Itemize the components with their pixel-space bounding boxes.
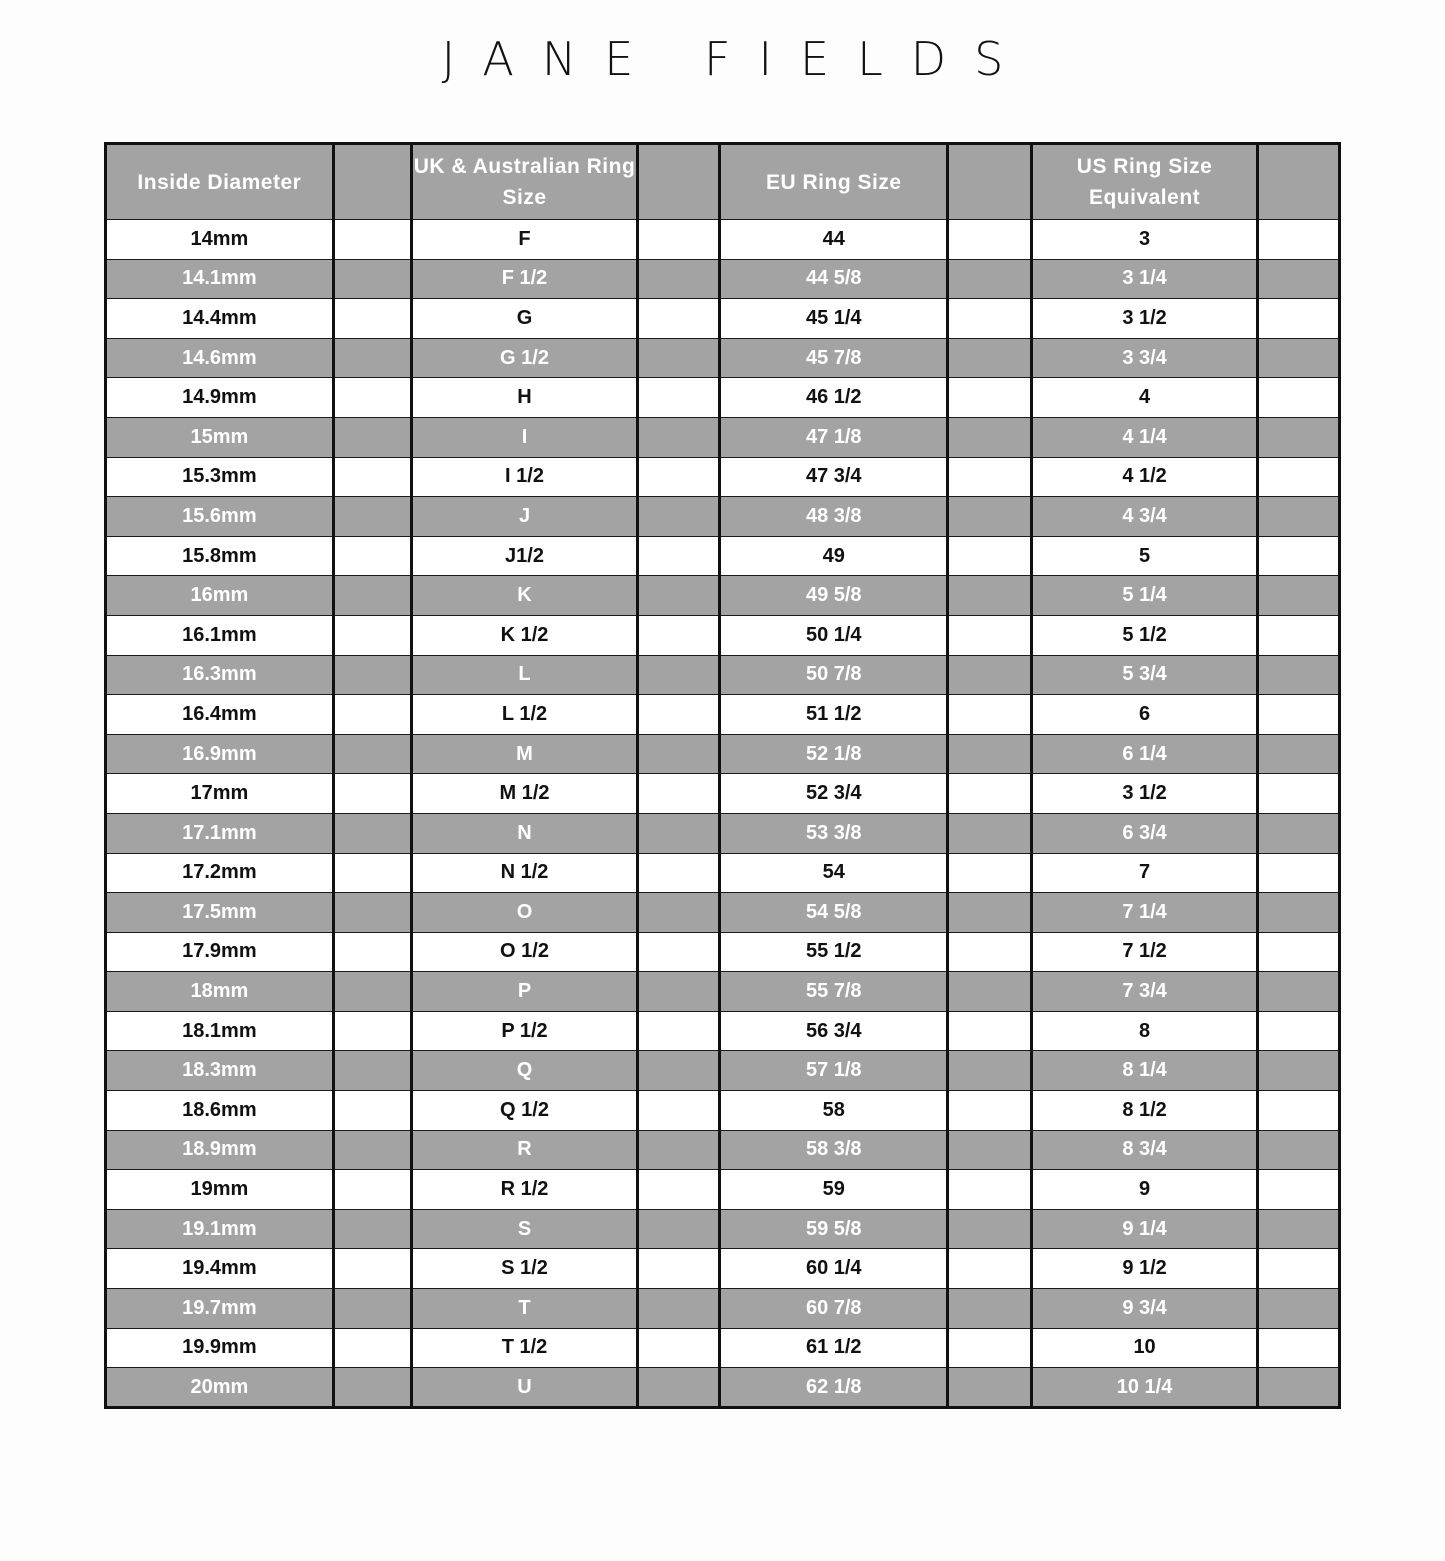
cell-blank [1257, 1130, 1339, 1170]
cell-eu-size: 55 1/2 [720, 932, 948, 972]
cell-eu-size: 52 3/4 [720, 774, 948, 814]
cell-us-size: 3 3/4 [1032, 338, 1258, 378]
cell-blank [948, 972, 1032, 1012]
cell-blank [1257, 220, 1339, 260]
cell-us-size: 8 1/4 [1032, 1051, 1258, 1091]
cell-eu-size: 50 7/8 [720, 655, 948, 695]
cell-eu-size: 44 [720, 220, 948, 260]
cell-blank [333, 932, 411, 972]
cell-eu-size: 58 [720, 1091, 948, 1131]
cell-blank [1257, 576, 1339, 616]
cell-blank [638, 853, 720, 893]
cell-blank [1257, 1091, 1339, 1131]
cell-blank [333, 774, 411, 814]
cell-blank [1257, 853, 1339, 893]
cell-uk-size: G [411, 299, 638, 339]
cell-blank [638, 457, 720, 497]
header-uk-size: UK & Australian Ring Size [411, 144, 638, 220]
cell-us-size: 5 [1032, 536, 1258, 576]
cell-blank [948, 1249, 1032, 1289]
cell-blank [638, 813, 720, 853]
cell-inside-diameter: 17.9mm [106, 932, 334, 972]
cell-blank [1257, 615, 1339, 655]
cell-inside-diameter: 17mm [106, 774, 334, 814]
cell-inside-diameter: 14.9mm [106, 378, 334, 418]
cell-uk-size: K [411, 576, 638, 616]
table-row [106, 1011, 1340, 1051]
cell-blank [638, 378, 720, 418]
cell-us-size: 3 1/2 [1032, 774, 1258, 814]
cell-blank [638, 220, 720, 260]
cell-us-size: 3 1/2 [1032, 299, 1258, 339]
cell-blank [1257, 1170, 1339, 1210]
cell-inside-diameter: 15.6mm [106, 497, 334, 537]
brand-title: JANE FIELDS [441, 32, 1032, 86]
cell-blank [1257, 378, 1339, 418]
cell-blank [1257, 299, 1339, 339]
cell-blank [1257, 497, 1339, 537]
cell-blank [948, 576, 1032, 616]
cell-blank [638, 695, 720, 735]
cell-eu-size: 54 [720, 853, 948, 893]
cell-us-size: 3 1/4 [1032, 259, 1258, 299]
cell-us-size: 6 [1032, 695, 1258, 735]
table-header-row [106, 144, 1340, 220]
table-row [106, 1170, 1340, 1210]
cell-blank [638, 576, 720, 616]
cell-inside-diameter: 15mm [106, 417, 334, 457]
cell-blank [333, 972, 411, 1012]
cell-blank [948, 655, 1032, 695]
table-row [106, 1328, 1340, 1368]
cell-blank [638, 417, 720, 457]
cell-uk-size: P [411, 972, 638, 1012]
cell-blank [948, 932, 1032, 972]
cell-inside-diameter: 14.4mm [106, 299, 334, 339]
cell-us-size: 5 1/2 [1032, 615, 1258, 655]
cell-blank [1257, 932, 1339, 972]
table-row [106, 1051, 1340, 1091]
cell-blank [333, 457, 411, 497]
table-row [106, 813, 1340, 853]
cell-eu-size: 62 1/8 [720, 1368, 948, 1408]
ring-size-table [104, 142, 1341, 1409]
table-row [106, 457, 1340, 497]
cell-blank [948, 1209, 1032, 1249]
cell-us-size: 4 3/4 [1032, 497, 1258, 537]
cell-blank [948, 813, 1032, 853]
cell-blank [638, 536, 720, 576]
cell-eu-size: 46 1/2 [720, 378, 948, 418]
cell-blank [948, 1289, 1032, 1329]
table-row [106, 1091, 1340, 1131]
cell-eu-size: 44 5/8 [720, 259, 948, 299]
cell-inside-diameter: 14.1mm [106, 259, 334, 299]
table-row [106, 774, 1340, 814]
cell-blank [948, 417, 1032, 457]
header-blank-cell [333, 144, 411, 220]
cell-uk-size: T 1/2 [411, 1328, 638, 1368]
cell-blank [948, 1011, 1032, 1051]
cell-inside-diameter: 20mm [106, 1368, 334, 1408]
cell-uk-size: Q 1/2 [411, 1091, 638, 1131]
cell-uk-size: N 1/2 [411, 853, 638, 893]
cell-us-size: 9 3/4 [1032, 1289, 1258, 1329]
cell-blank [638, 734, 720, 774]
cell-blank [333, 1209, 411, 1249]
cell-blank [1257, 536, 1339, 576]
cell-blank [948, 1091, 1032, 1131]
cell-us-size: 7 [1032, 853, 1258, 893]
cell-blank [333, 1130, 411, 1170]
cell-eu-size: 48 3/8 [720, 497, 948, 537]
cell-uk-size: U [411, 1368, 638, 1408]
cell-inside-diameter: 17.5mm [106, 893, 334, 933]
cell-eu-size: 49 [720, 536, 948, 576]
cell-blank [948, 893, 1032, 933]
cell-inside-diameter: 18.3mm [106, 1051, 334, 1091]
cell-blank [333, 338, 411, 378]
cell-blank [1257, 1209, 1339, 1249]
cell-blank [1257, 417, 1339, 457]
cell-uk-size: L 1/2 [411, 695, 638, 735]
table-row [106, 259, 1340, 299]
cell-uk-size: O [411, 893, 638, 933]
cell-blank [948, 1368, 1032, 1408]
cell-blank [333, 1289, 411, 1329]
cell-eu-size: 47 1/8 [720, 417, 948, 457]
cell-us-size: 3 [1032, 220, 1258, 260]
table-row [106, 1130, 1340, 1170]
header-blank-cell [1257, 144, 1339, 220]
cell-uk-size: J [411, 497, 638, 537]
cell-blank [948, 1051, 1032, 1091]
cell-blank [638, 299, 720, 339]
cell-blank [333, 1249, 411, 1289]
cell-eu-size: 56 3/4 [720, 1011, 948, 1051]
table-row [106, 417, 1340, 457]
cell-inside-diameter: 16.4mm [106, 695, 334, 735]
cell-us-size: 8 [1032, 1011, 1258, 1051]
table-row [106, 497, 1340, 537]
table-row [106, 655, 1340, 695]
cell-blank [1257, 1289, 1339, 1329]
cell-blank [638, 1130, 720, 1170]
cell-us-size: 9 1/4 [1032, 1209, 1258, 1249]
cell-blank [333, 417, 411, 457]
cell-blank [948, 1328, 1032, 1368]
cell-us-size: 6 1/4 [1032, 734, 1258, 774]
cell-eu-size: 57 1/8 [720, 1051, 948, 1091]
cell-inside-diameter: 19.9mm [106, 1328, 334, 1368]
cell-uk-size: S 1/2 [411, 1249, 638, 1289]
cell-inside-diameter: 18.1mm [106, 1011, 334, 1051]
cell-us-size: 4 [1032, 378, 1258, 418]
cell-uk-size: I [411, 417, 638, 457]
table-row [106, 615, 1340, 655]
cell-inside-diameter: 18mm [106, 972, 334, 1012]
cell-eu-size: 50 1/4 [720, 615, 948, 655]
cell-eu-size: 59 5/8 [720, 1209, 948, 1249]
cell-blank [333, 655, 411, 695]
cell-blank [1257, 338, 1339, 378]
cell-us-size: 10 1/4 [1032, 1368, 1258, 1408]
cell-blank [1257, 1051, 1339, 1091]
cell-eu-size: 51 1/2 [720, 695, 948, 735]
cell-eu-size: 61 1/2 [720, 1328, 948, 1368]
cell-blank [638, 1170, 720, 1210]
cell-uk-size: Q [411, 1051, 638, 1091]
table-row [106, 1209, 1340, 1249]
cell-blank [948, 378, 1032, 418]
cell-us-size: 7 3/4 [1032, 972, 1258, 1012]
cell-blank [333, 1051, 411, 1091]
cell-blank [333, 1170, 411, 1210]
cell-uk-size: G 1/2 [411, 338, 638, 378]
table-row [106, 853, 1340, 893]
cell-uk-size: I 1/2 [411, 457, 638, 497]
cell-blank [333, 1328, 411, 1368]
cell-blank [638, 1249, 720, 1289]
cell-blank [638, 1289, 720, 1329]
cell-uk-size: F [411, 220, 638, 260]
cell-blank [948, 259, 1032, 299]
cell-inside-diameter: 17.2mm [106, 853, 334, 893]
cell-blank [638, 1091, 720, 1131]
cell-inside-diameter: 18.6mm [106, 1091, 334, 1131]
cell-eu-size: 59 [720, 1170, 948, 1210]
header-us-size: US Ring Size Equivalent [1032, 144, 1258, 220]
cell-blank [1257, 1328, 1339, 1368]
table-row [106, 893, 1340, 933]
cell-blank [948, 497, 1032, 537]
cell-inside-diameter: 15.3mm [106, 457, 334, 497]
cell-blank [638, 972, 720, 1012]
cell-blank [638, 655, 720, 695]
cell-blank [948, 220, 1032, 260]
cell-us-size: 7 1/4 [1032, 893, 1258, 933]
cell-blank [638, 259, 720, 299]
cell-eu-size: 60 7/8 [720, 1289, 948, 1329]
cell-blank [333, 1091, 411, 1131]
cell-blank [638, 774, 720, 814]
cell-blank [333, 695, 411, 735]
cell-inside-diameter: 16.1mm [106, 615, 334, 655]
cell-blank [1257, 1249, 1339, 1289]
cell-blank [1257, 457, 1339, 497]
cell-inside-diameter: 16.9mm [106, 734, 334, 774]
cell-uk-size: L [411, 655, 638, 695]
cell-eu-size: 54 5/8 [720, 893, 948, 933]
cell-blank [638, 497, 720, 537]
cell-blank [1257, 1011, 1339, 1051]
cell-blank [948, 1170, 1032, 1210]
cell-blank [1257, 1368, 1339, 1408]
cell-us-size: 9 [1032, 1170, 1258, 1210]
header-eu-size: EU Ring Size [720, 144, 948, 220]
cell-blank [948, 615, 1032, 655]
cell-us-size: 10 [1032, 1328, 1258, 1368]
cell-blank [638, 893, 720, 933]
cell-uk-size: O 1/2 [411, 932, 638, 972]
cell-uk-size: H [411, 378, 638, 418]
cell-uk-size: F 1/2 [411, 259, 638, 299]
cell-us-size: 6 3/4 [1032, 813, 1258, 853]
cell-us-size: 8 3/4 [1032, 1130, 1258, 1170]
cell-inside-diameter: 14.6mm [106, 338, 334, 378]
cell-inside-diameter: 16mm [106, 576, 334, 616]
cell-uk-size: M 1/2 [411, 774, 638, 814]
cell-inside-diameter: 17.1mm [106, 813, 334, 853]
table-row [106, 932, 1340, 972]
cell-blank [948, 338, 1032, 378]
cell-blank [948, 1130, 1032, 1170]
cell-blank [333, 536, 411, 576]
cell-eu-size: 49 5/8 [720, 576, 948, 616]
cell-uk-size: R 1/2 [411, 1170, 638, 1210]
cell-inside-diameter: 19.7mm [106, 1289, 334, 1329]
cell-blank [1257, 972, 1339, 1012]
table-row [106, 695, 1340, 735]
cell-blank [638, 1051, 720, 1091]
header-blank-cell [638, 144, 720, 220]
cell-inside-diameter: 15.8mm [106, 536, 334, 576]
table-row [106, 1368, 1340, 1408]
cell-inside-diameter: 16.3mm [106, 655, 334, 695]
cell-us-size: 8 1/2 [1032, 1091, 1258, 1131]
cell-blank [333, 259, 411, 299]
cell-inside-diameter: 19.4mm [106, 1249, 334, 1289]
cell-eu-size: 58 3/8 [720, 1130, 948, 1170]
cell-blank [948, 774, 1032, 814]
table-row [106, 378, 1340, 418]
cell-blank [638, 615, 720, 655]
cell-uk-size: N [411, 813, 638, 853]
table-row [106, 299, 1340, 339]
cell-blank [948, 695, 1032, 735]
cell-blank [1257, 655, 1339, 695]
cell-eu-size: 45 7/8 [720, 338, 948, 378]
table-row [106, 734, 1340, 774]
cell-blank [333, 893, 411, 933]
cell-blank [333, 497, 411, 537]
cell-uk-size: K 1/2 [411, 615, 638, 655]
cell-eu-size: 60 1/4 [720, 1249, 948, 1289]
cell-blank [638, 1328, 720, 1368]
cell-uk-size: M [411, 734, 638, 774]
table-row [106, 1289, 1340, 1329]
cell-blank [638, 932, 720, 972]
cell-blank [333, 813, 411, 853]
table-row [106, 338, 1340, 378]
cell-eu-size: 53 3/8 [720, 813, 948, 853]
cell-uk-size: R [411, 1130, 638, 1170]
cell-blank [638, 338, 720, 378]
cell-blank [1257, 893, 1339, 933]
cell-eu-size: 52 1/8 [720, 734, 948, 774]
table-row [106, 220, 1340, 260]
cell-blank [638, 1209, 720, 1249]
cell-blank [638, 1368, 720, 1408]
cell-blank [948, 536, 1032, 576]
cell-blank [333, 615, 411, 655]
cell-us-size: 4 1/4 [1032, 417, 1258, 457]
cell-us-size: 4 1/2 [1032, 457, 1258, 497]
cell-blank [333, 378, 411, 418]
table-row [106, 972, 1340, 1012]
cell-uk-size: J1/2 [411, 536, 638, 576]
table-row [106, 536, 1340, 576]
table-row [106, 1249, 1340, 1289]
cell-blank [1257, 774, 1339, 814]
cell-us-size: 7 1/2 [1032, 932, 1258, 972]
cell-blank [1257, 813, 1339, 853]
cell-blank [333, 1368, 411, 1408]
cell-eu-size: 47 3/4 [720, 457, 948, 497]
cell-blank [948, 734, 1032, 774]
cell-inside-diameter: 14mm [106, 220, 334, 260]
cell-inside-diameter: 19mm [106, 1170, 334, 1210]
cell-uk-size: S [411, 1209, 638, 1249]
table-row [106, 576, 1340, 616]
cell-blank [333, 853, 411, 893]
cell-blank [333, 576, 411, 616]
cell-us-size: 5 1/4 [1032, 576, 1258, 616]
cell-inside-diameter: 18.9mm [106, 1130, 334, 1170]
cell-uk-size: T [411, 1289, 638, 1329]
cell-blank [1257, 695, 1339, 735]
cell-blank [1257, 259, 1339, 299]
cell-us-size: 9 1/2 [1032, 1249, 1258, 1289]
cell-eu-size: 55 7/8 [720, 972, 948, 1012]
header-blank-cell [948, 144, 1032, 220]
cell-uk-size: P 1/2 [411, 1011, 638, 1051]
cell-blank [948, 299, 1032, 339]
cell-blank [638, 1011, 720, 1051]
cell-us-size: 5 3/4 [1032, 655, 1258, 695]
cell-blank [333, 220, 411, 260]
cell-blank [1257, 734, 1339, 774]
cell-blank [333, 734, 411, 774]
cell-eu-size: 45 1/4 [720, 299, 948, 339]
cell-blank [333, 299, 411, 339]
cell-blank [948, 457, 1032, 497]
cell-inside-diameter: 19.1mm [106, 1209, 334, 1249]
table-body [106, 220, 1340, 1408]
header-inside-diameter: Inside Diameter [106, 144, 334, 220]
cell-blank [948, 853, 1032, 893]
cell-blank [333, 1011, 411, 1051]
